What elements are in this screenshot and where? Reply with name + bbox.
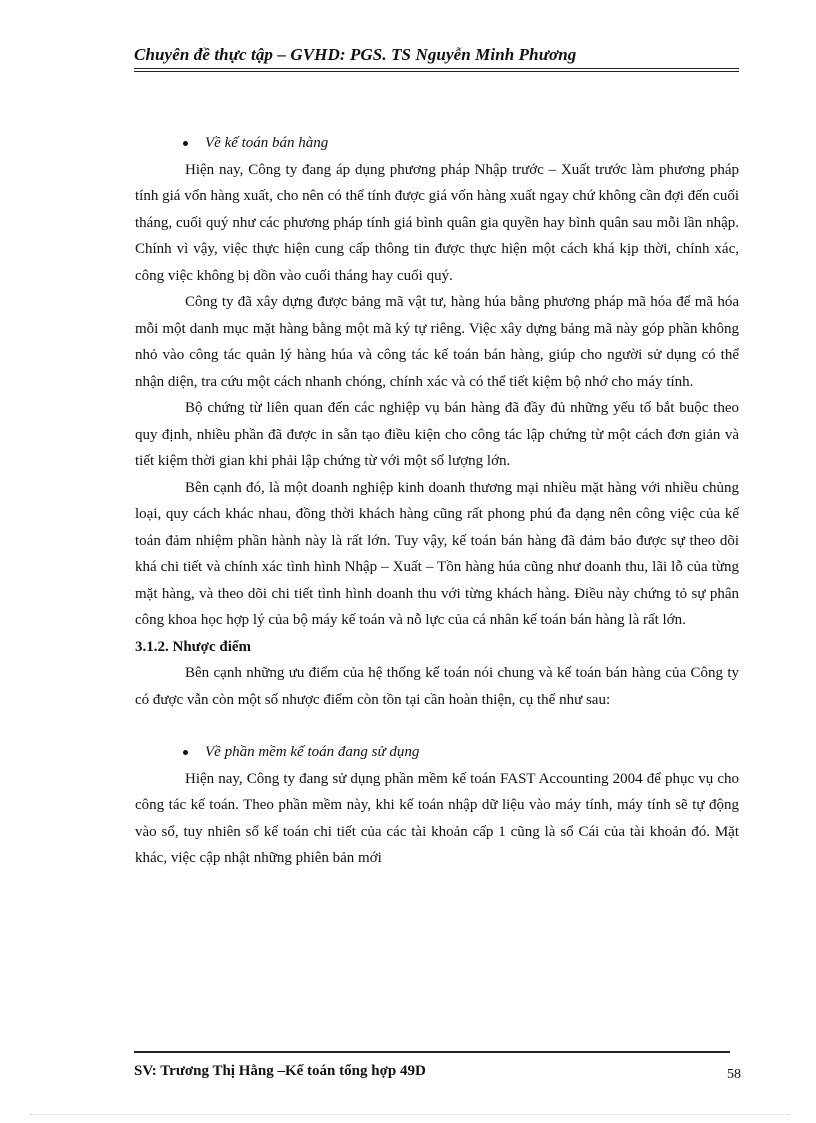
paragraph-fifo-method: Hiện nay, Công ty đang áp dụng phương pháp Nhập trước – Xuất trước làm phương pháp tính giá vốn hàng xuất, cho nên có thể tính được giá vốn hàng xuất ngay chứ không cần đợi đến cuối tháng, cuối quý như các phương pháp tính giá bình quân gia quyền hay bình quân sau mỗi lần nhập. Chính vì vậy, việc thực hiện cung cấp thông tin được thực hiện một cách khá kịp thời, chính xác, công việc không bị dồn vào cuối tháng hay cuối quý. [135, 161, 739, 284]
footer-student-info: SV: Trương Thị Hằng –Kế toán tổng hợp 49D [134, 1063, 426, 1079]
bullet-heading-text: Về kế toán bán hàng [205, 135, 329, 151]
footer-rule [134, 1051, 730, 1053]
paragraph-fast-accounting: Hiện nay, Công ty đang sử dụng phần mềm kế toán FAST Accounting 2004 để phục vụ cho công tác kế toán. Theo phần mềm này, khi kế toán nhập dữ liệu vào máy tính, máy tính sẽ tự động vào sổ, tuy nhiên sổ kế toán chi tiết của các tài khoản cấp 1 cũng là sổ Cái của tài khoản đó. Mặt khác, việc cập nhật những phiên bản mới [135, 770, 739, 866]
paragraph-weaknesses-intro: Bên cạnh những ưu điểm của hệ thống kế toán nói chung và kế toán bán hàng của Công ty có được vẫn còn một số nhược điểm còn tồn tại cần hoàn thiện, cụ thể như sau: [135, 665, 739, 708]
bullet-heading-text: Về phần mềm kế toán đang sử dụng [205, 744, 420, 760]
bullet-heading-software [135, 739, 739, 766]
section-heading-weaknesses: 3.1.2. Nhược điểm [135, 638, 252, 655]
page-body [135, 130, 739, 872]
bullet-heading-sales-accounting [135, 130, 739, 157]
header-title: Chuyên đề thực tập – GVHD: PGS. TS Nguyễn Minh Phương [134, 45, 577, 64]
paragraph-workload: Bên cạnh đó, là một doanh nghiệp kinh doanh thương mại nhiều mặt hàng với nhiều chủng loại, quy cách khác nhau, đồng thời khách hàng cũng rất phong phú đa dạng nên công việc của kế toán đảm nhiệm phần hành này là rất lớn. Tuy vậy, kế toán bán hàng đã đảm bảo được sự theo dõi khá chi tiết và chính xác tình hình Nhập – Xuất – Tồn hàng húa cũng như doanh thu, lãi lỗ của từng mặt hàng, và theo dõi chi tiết tình hình doanh thu với từng khách hàng. Điều này chứng tỏ sự phân công khoa học hợp lý của bộ máy kế toán và nỗ lực của cá nhân kế toán bán hàng là rất lớn. [135, 479, 739, 628]
page-footer [134, 1051, 730, 1080]
paragraph-documents: Bộ chứng từ liên quan đến các nghiệp vụ bán hàng đã đầy đủ những yếu tố bắt buộc theo quy định, nhiều phần đã được in sẵn tạo điều kiện cho công tác lập chứng từ một cách đơn giản và tiết kiệm thời gian khi phải lập chứng từ với một số lượng lớn. [135, 400, 739, 469]
bullet-dot-icon [183, 750, 188, 755]
page-bottom-dotted-border [30, 1114, 790, 1115]
paragraph-coding-table: Công ty đã xây dựng được bảng mã vật tư, hàng húa bằng phương pháp mã hóa để mã hóa mỗi một danh mục mặt hàng bằng một mã ký tự riêng. Việc xây dựng bảng mã này góp phần không nhỏ vào công tác quản lý hàng húa và công tác kế toán bán hàng, giúp cho người sử dụng có thể nhận diện, tra cứu một cách nhanh chóng, chính xác và có thể tiết kiệm bộ nhớ cho máy tính. [135, 294, 739, 390]
page-header [134, 44, 739, 72]
page-number: 58 [727, 1067, 741, 1082]
bullet-dot-icon [183, 141, 188, 146]
blank-line [135, 713, 739, 739]
header-double-rule [134, 68, 739, 72]
